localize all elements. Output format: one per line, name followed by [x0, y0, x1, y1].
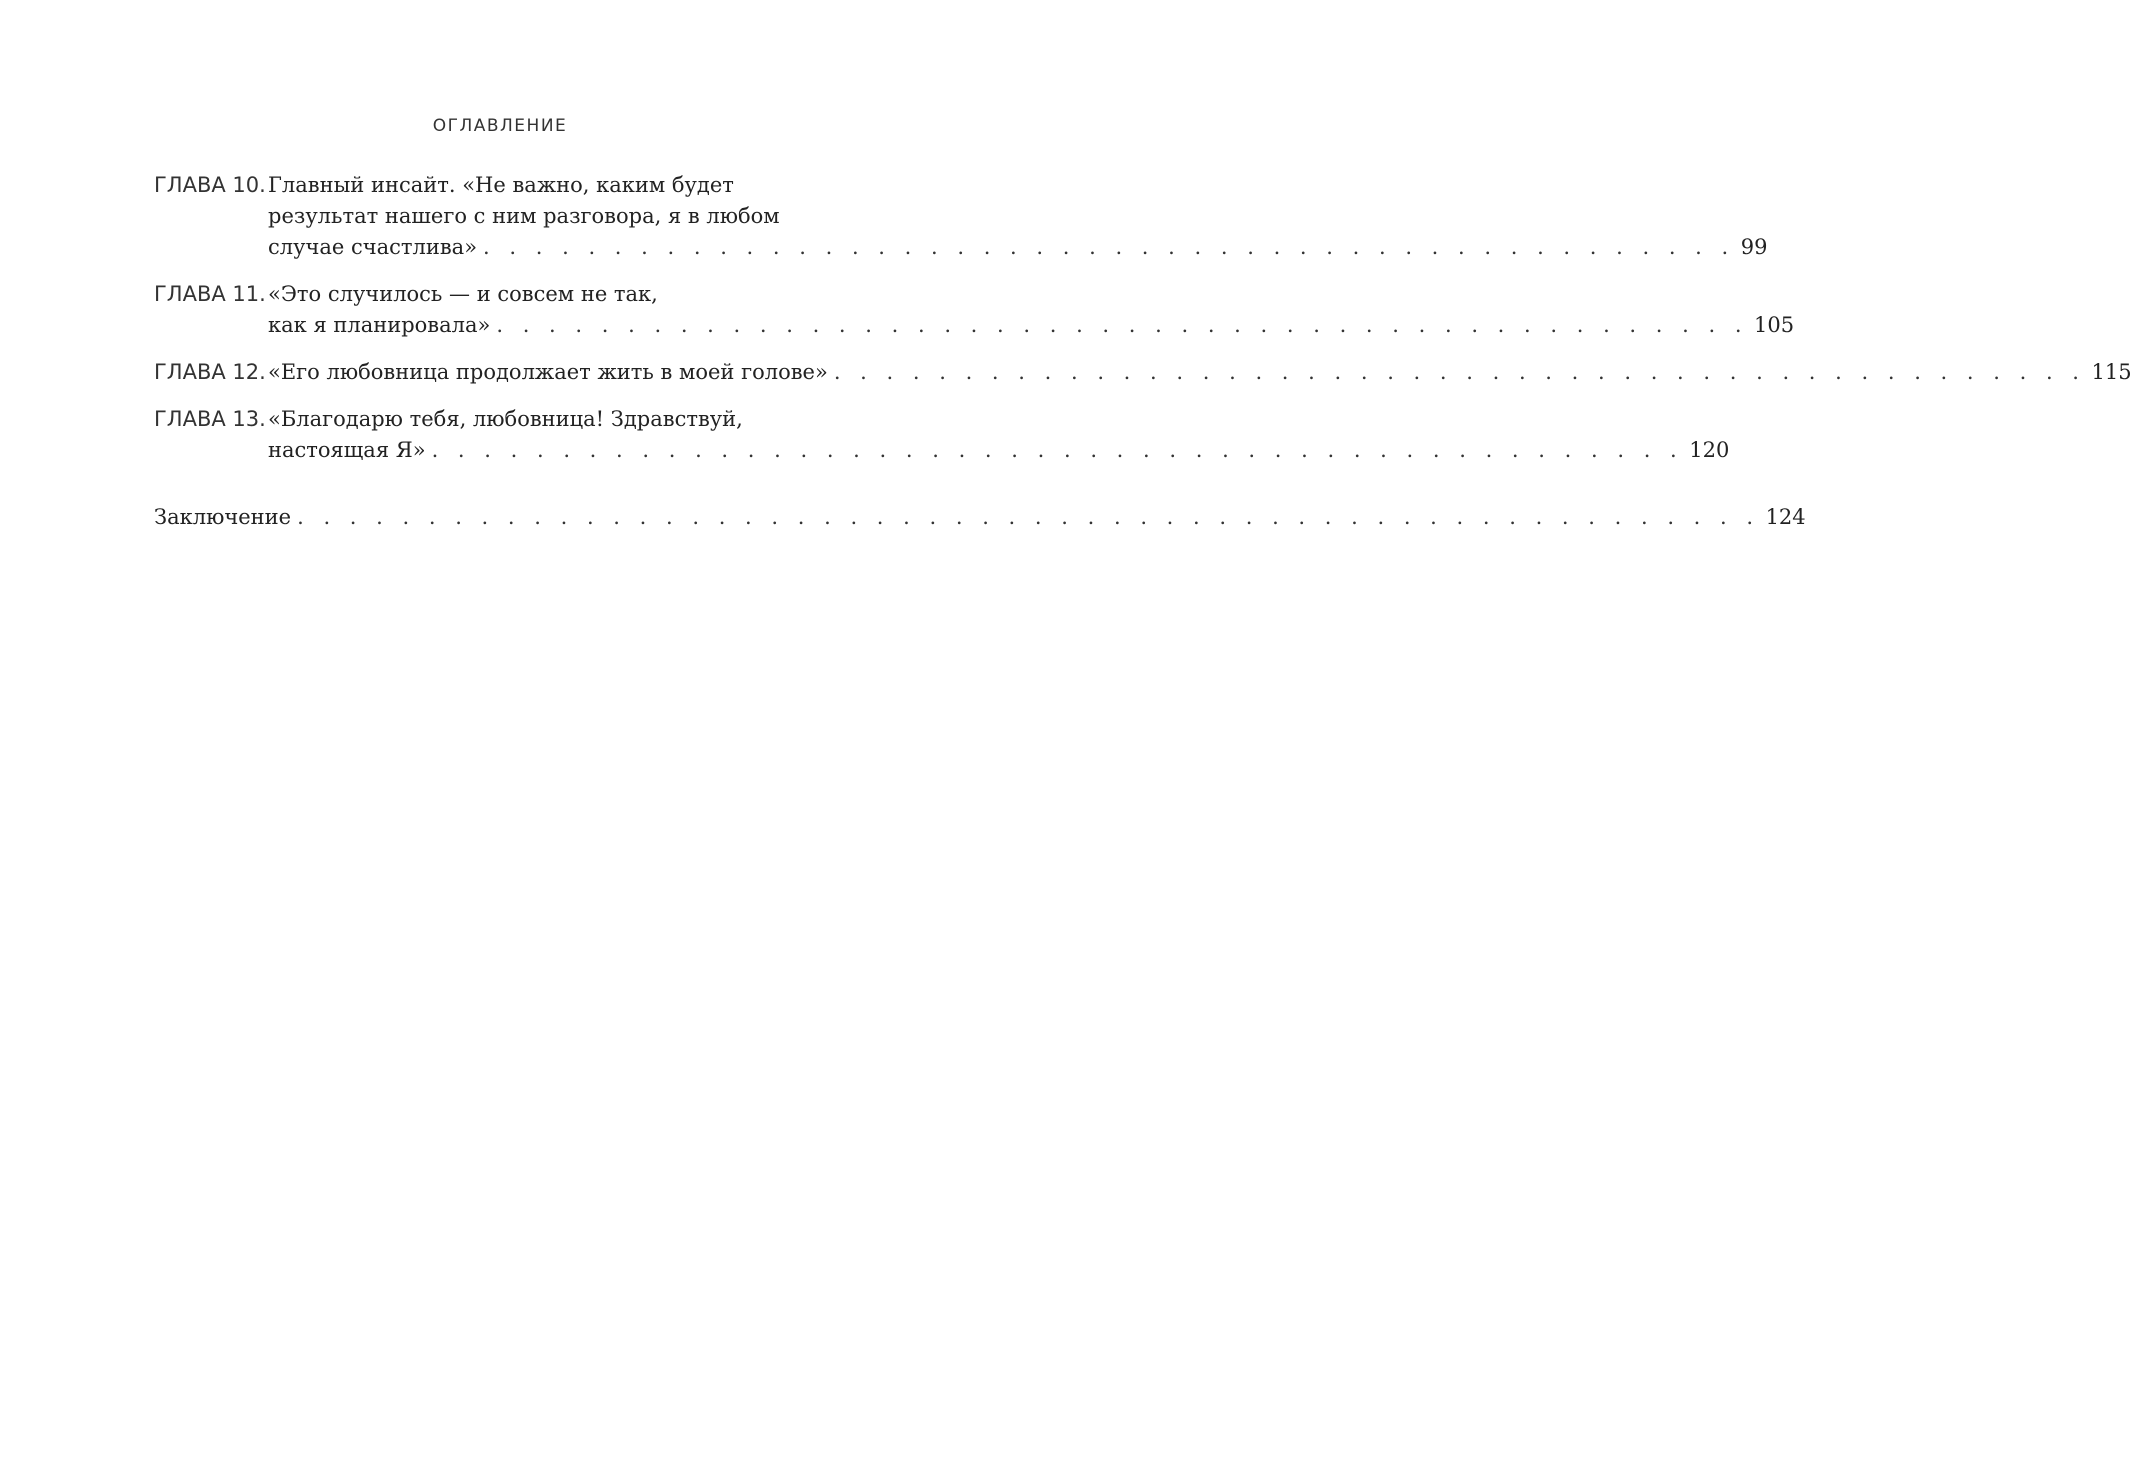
toc-entry-chapter-11[interactable]: [154, 279, 1795, 341]
toc-entry-chapter-10[interactable]: [154, 170, 1768, 263]
chapter-title-last-line: [268, 357, 2132, 388]
chapter-title-line: настоящая Я»: [268, 438, 426, 462]
page-number: 105: [1754, 313, 1795, 337]
page-number: 124: [1765, 505, 1806, 529]
page-title: ОГЛАВЛЕНИЕ: [432, 116, 568, 136]
chapter-title: [268, 404, 1729, 466]
chapter-label: ГЛАВА 10.: [154, 173, 266, 197]
chapter-title: [268, 357, 2132, 388]
chapter-label: ГЛАВА 12.: [154, 360, 266, 384]
toc-entry-conclusion[interactable]: [154, 502, 1806, 533]
dot-leader: . . . . . . . . . . . . . . . . . . . . . . . . . . . . . . . . . . . . . . . . . . . . . . . . . . . . . . . .: [297, 505, 1760, 529]
conclusion-label: Заключение: [154, 505, 292, 529]
chapter-title-line: результат нашего с ним разговора, я в любом: [268, 204, 780, 228]
dot-leader: . . . . . . . . . . . . . . . . . . . . . . . . . . . . . . . . . . . . . . . . . . . . . . . .: [431, 438, 1684, 462]
chapter-title-line: «Его любовница продолжает жить в моей голове»: [268, 360, 828, 384]
chapter-label: ГЛАВА 13.: [154, 407, 266, 431]
chapter-title-line: как я планировала»: [268, 313, 491, 337]
chapter-title-last-line: [268, 435, 1729, 466]
chapter-title-line: «Благодарю тебя, любовница! Здравствуй,: [268, 407, 743, 431]
chapter-title: [268, 279, 1794, 341]
conclusion-title: [154, 502, 1806, 533]
dot-leader: . . . . . . . . . . . . . . . . . . . . . . . . . . . . . . . . . . . . . . . . . . . . . . . .: [483, 235, 1735, 259]
toc-entry-chapter-13[interactable]: [154, 404, 1730, 466]
chapter-title-line: случае счастлива»: [268, 235, 478, 259]
chapter-title-line: Главный инсайт. «Не важно, каким будет: [268, 173, 734, 197]
conclusion-line: [154, 502, 1806, 533]
chapter-title: [268, 170, 1767, 263]
page-number: 99: [1740, 235, 1768, 259]
page-number: 115: [2091, 360, 2132, 384]
dot-leader: . . . . . . . . . . . . . . . . . . . . . . . . . . . . . . . . . . . . . . . . . . . . . . . .: [833, 360, 2086, 384]
chapter-title-last-line: [268, 310, 1794, 341]
toc-entry-chapter-12[interactable]: [154, 357, 2132, 388]
chapter-title-last-line: [268, 232, 1767, 263]
chapter-label: ГЛАВА 11.: [154, 282, 266, 306]
dot-leader: . . . . . . . . . . . . . . . . . . . . . . . . . . . . . . . . . . . . . . . . . . . . . . . .: [496, 313, 1749, 337]
table-of-contents: [154, 170, 2132, 549]
page-number: 120: [1689, 438, 1730, 462]
chapter-title-line: «Это случилось — и совсем не так,: [268, 282, 658, 306]
